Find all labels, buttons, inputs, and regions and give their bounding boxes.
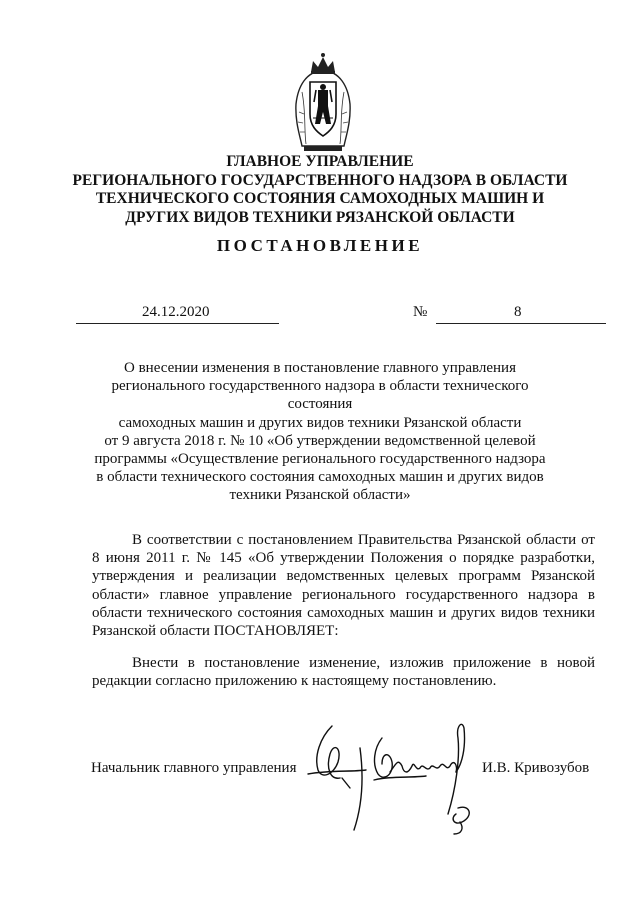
title-line: О внесении изменения в постановление главного управления bbox=[124, 360, 516, 376]
title-line: техники Рязанской области» bbox=[229, 487, 411, 504]
coat-of-arms-icon bbox=[292, 52, 354, 154]
signatory-name: И.В. Кривозубов bbox=[482, 760, 590, 776]
document-number: 8 bbox=[514, 304, 522, 320]
title-line: в области технического состояния самоходных машин и других видов bbox=[96, 469, 544, 486]
handwritten-signature bbox=[290, 718, 485, 838]
org-line: ТЕХНИЧЕСКОГО СОСТОЯНИЯ САМОХОДНЫХ МАШИН И bbox=[95, 190, 545, 207]
date-field bbox=[76, 304, 279, 324]
title-line: от 9 августа 2018 г. № 10 «Об утверждении ведомственной целевой bbox=[104, 432, 536, 449]
document-title bbox=[80, 359, 560, 505]
org-line: ГЛАВНОЕ УПРАВЛЕНИЕ bbox=[226, 153, 414, 170]
org-line: РЕГИОНАЛЬНОГО ГОСУДАРСТВЕННОГО НАДЗОРА В ОБЛАСТИ bbox=[72, 171, 568, 189]
title-line: самоходных машин и других видов техники Рязанской области bbox=[118, 414, 522, 431]
title-line: программы «Осуществление регионального государственного надзора bbox=[94, 451, 546, 468]
number-field bbox=[436, 304, 606, 324]
title-line: регионального государственного надзора в области технического состояния bbox=[111, 378, 529, 413]
issuing-authority bbox=[60, 153, 580, 227]
body-paragraph-preamble: В соответствии с постановлением Правительства Рязанской области от 8 июня 2011 г. № 145 «Об утверждении Положения о порядке разработки, утверждения и реализации ведомственных целевых программ Рязанской области» главное управление регионального государственного надзора в области технического состояния самоходных машин и других видов техники Рязанской области ПОСТАНОВЛЯЕТ: bbox=[92, 532, 595, 640]
org-line: ДРУГИХ ВИДОВ ТЕХНИКИ РЯЗАНСКОЙ ОБЛАСТИ bbox=[125, 208, 515, 226]
number-sign: № bbox=[413, 304, 428, 320]
signatory-position: Начальник главного управления bbox=[91, 760, 297, 776]
body-paragraph-resolution: Внести в постановление изменение, изложив приложение в новой редакции согласно приложению к настоящему постановлению. bbox=[92, 655, 595, 690]
document-type: ПОСТАНОВЛЕНИЕ bbox=[216, 236, 424, 255]
document-date: 24.12.2020 bbox=[142, 304, 210, 320]
